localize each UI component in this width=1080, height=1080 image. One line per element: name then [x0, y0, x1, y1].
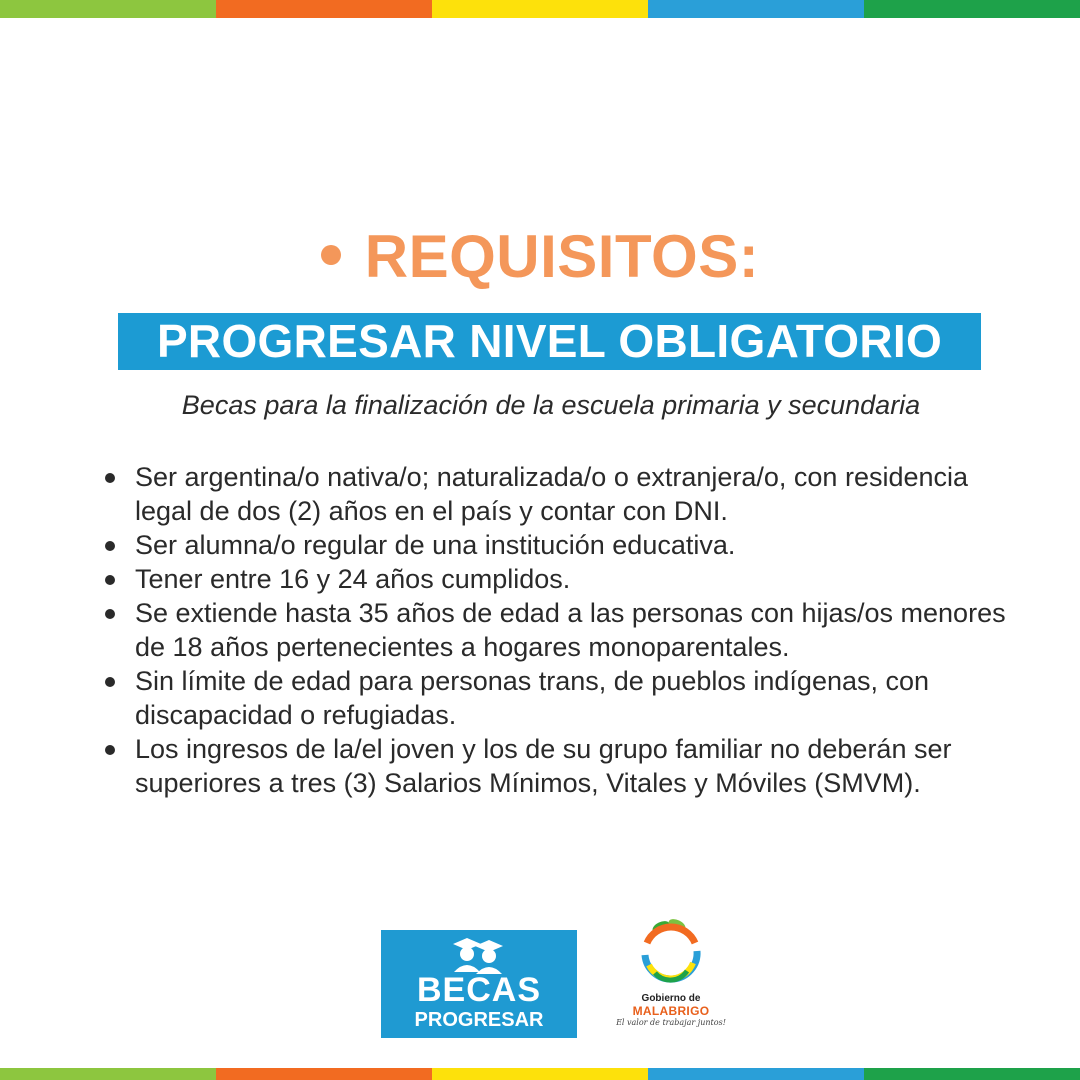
requisitos-heading	[0, 222, 1080, 292]
progresar-word: PROGRESAR	[414, 1009, 544, 1031]
requirements-list	[100, 460, 1020, 800]
stripe-green	[0, 1068, 216, 1080]
bullet-icon	[105, 541, 115, 551]
list-item: Se extiende hasta 35 años de edad a las personas con hijas/os menores de 18 años pertenecientes a hogares monoparentales.	[100, 596, 1020, 664]
bullet-icon	[105, 609, 115, 619]
becas-progresar-logo	[381, 930, 577, 1038]
stripe-orange	[216, 0, 432, 18]
stripe-dark-green	[864, 1068, 1080, 1080]
malabrigo-text: MALABRIGO	[632, 1004, 710, 1018]
stripe-green	[0, 0, 216, 18]
becas-word: BECAS	[416, 971, 542, 1009]
stripe-dark-green	[864, 0, 1080, 18]
gobierno-malabrigo-logo	[615, 915, 727, 1035]
list-item: Tener entre 16 y 24 años cumplidos.	[100, 562, 1020, 596]
bullet-icon	[105, 575, 115, 585]
program-banner: PROGRESAR NIVEL OBLIGATORIO	[118, 313, 981, 370]
bullet-icon	[105, 473, 115, 483]
stripe-blue	[648, 1068, 864, 1080]
heading-text: REQUISITOS:	[364, 223, 760, 290]
list-item: Los ingresos de la/el joven y los de su grupo familiar no deberán ser superiores a tres (3) Salarios Mínimos, Vitales y Móviles (SMVM).	[100, 732, 1020, 800]
list-item: Ser alumna/o regular de una institución educativa.	[100, 528, 1020, 562]
bullet-icon	[105, 677, 115, 687]
stripe-blue	[648, 0, 864, 18]
subtitle: Becas para la finalización de la escuela primaria y secundaria	[181, 390, 921, 420]
bullet-icon	[105, 745, 115, 755]
heading-bullet-icon	[321, 245, 341, 265]
malabrigo-emblem-icon	[639, 915, 703, 993]
graduates-icon	[449, 934, 509, 974]
gobierno-text: Gobierno de	[641, 993, 701, 1004]
stripe-yellow	[432, 1068, 648, 1080]
bottom-color-stripe	[0, 1068, 1080, 1080]
list-item: Ser argentina/o nativa/o; naturalizada/o o extranjera/o, con residencia legal de dos (2) años en el país y contar con DNI.	[100, 460, 1020, 528]
stripe-yellow	[432, 0, 648, 18]
stripe-orange	[216, 1068, 432, 1080]
top-color-stripe	[0, 0, 1080, 18]
list-item: Sin límite de edad para personas trans, de pueblos indígenas, con discapacidad o refugiadas.	[100, 664, 1020, 732]
slogan-text: El valor de trabajar juntos!	[616, 1018, 726, 1027]
